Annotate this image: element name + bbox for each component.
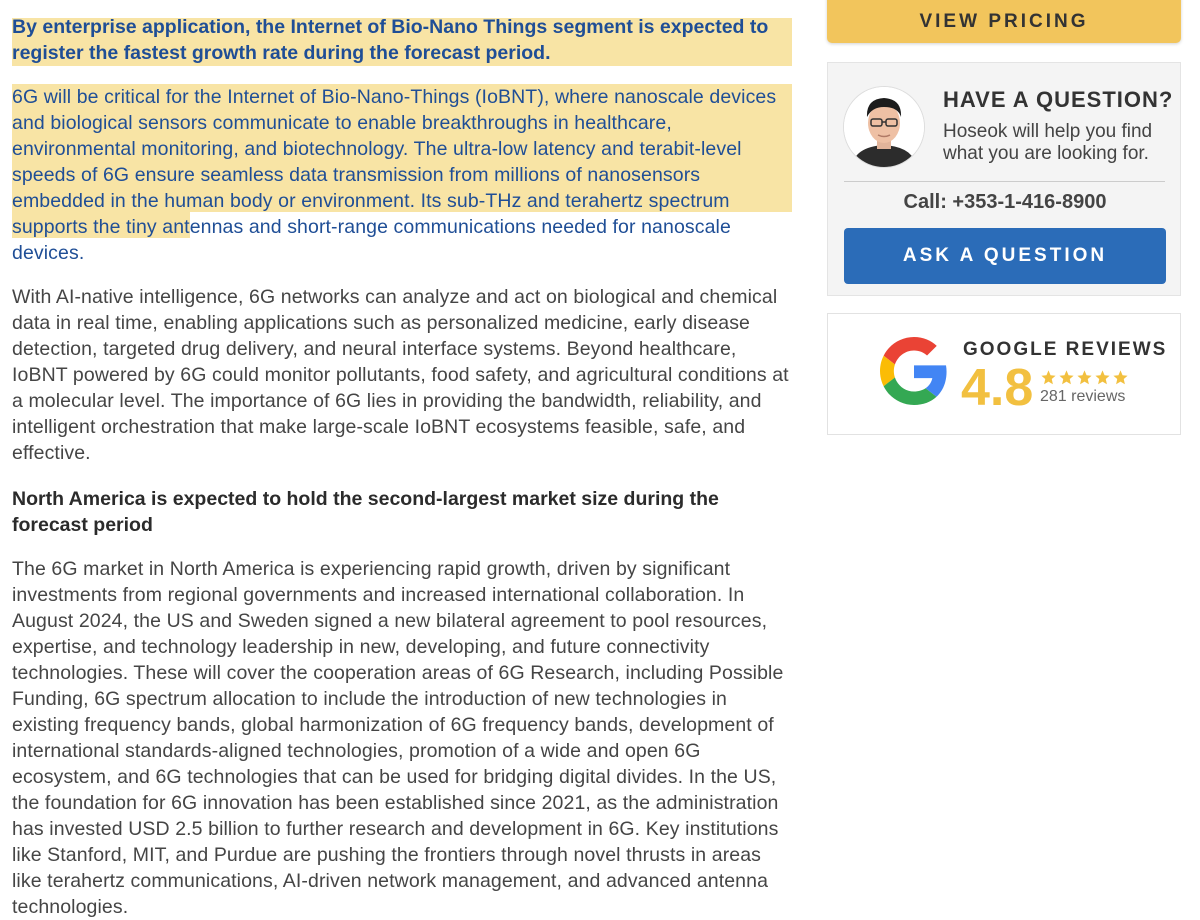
section-heading-north-america: North America is expected to hold the second-largest market size during the forecast period <box>12 488 719 536</box>
question-card <box>827 62 1181 296</box>
avatar <box>844 87 924 167</box>
divider <box>844 181 1165 182</box>
star-icon <box>1058 369 1075 386</box>
highlight-paragraph: 6G will be critical for the Internet of Bio-Nano-Things (IoBNT), where nanoscale devices and biological sensors communicate to enable breakthroughs in healthcare, environmental monitoring, and biotechnology. The ultra-low latency and terabit-level speeds of 6G ensure seamless data transmission from millions of nanosensors embedded in the human body or environment. Its sub-THz and terahertz spectrum supports the tiny antennas and short-range communications needed for nanoscale devices. <box>12 86 777 264</box>
star-icon <box>1076 369 1093 386</box>
review-count: 281 reviews <box>1040 388 1126 405</box>
view-pricing-button[interactable]: VIEW PRICING <box>827 0 1181 43</box>
star-icon <box>1040 369 1057 386</box>
paragraph-north-america: The 6G market in North America is experiencing rapid growth, driven by significant investments from regional governments and increased international collaboration. In August 2024, the US and Sweden signed a new bilateral agreement to pool resources, expertise, and technology leadership in new, developing, and future connectivity technologies. These will cover the cooperation areas of 6G Research, including Possible Funding, 6G spectrum allocation to include the introduction of new technologies in existing frequency bands, global harmonization of 6G frequency bands, development of international standards-aligned technologies, promotion of a wide and open 6G ecosystem, and 6G technologies that can be used for bridging digital divides. In the US, the foundation for 6G innovation has been established since 2021, as the administration has invested USD 2.5 billion to further research and development in 6G. Key institutions like Stanford, MIT, and Purdue are pushing the frontiers through novel thrusts in areas like terahertz communications, AI-driven network management, and advanced antenna technologies. <box>12 558 784 918</box>
star-rating <box>1040 369 1129 386</box>
ask-question-button[interactable]: ASK A QUESTION <box>844 228 1166 284</box>
question-text: Hoseok will help you find what you are looking for. <box>943 121 1153 164</box>
review-score: 4.8 <box>961 359 1034 417</box>
avatar-photo <box>844 87 924 167</box>
question-title: HAVE A QUESTION? <box>943 87 1174 112</box>
article-content <box>12 14 792 918</box>
google-reviews-card <box>827 313 1181 435</box>
star-icon <box>1094 369 1111 386</box>
google-reviews-title: GOOGLE REVIEWS <box>963 339 1168 360</box>
star-icon <box>1112 369 1129 386</box>
call-number[interactable]: Call: +353-1-416-8900 <box>903 191 1107 213</box>
highlight-heading: By enterprise application, the Internet of Bio-Nano Things segment is expected to register the fastest growth rate during the forecast period. <box>12 16 769 64</box>
google-g-icon <box>880 337 948 405</box>
paragraph-ai-native: With AI-native intelligence, 6G networks can analyze and act on biological and chemical data in real time, enabling applications such as personalized medicine, early disease detection, targeted drug delivery, and neural interface systems. Beyond healthcare, IoBNT powered by 6G could monitor pollutants, food safety, and agricultural conditions at a molecular level. The importance of 6G lies in providing the bandwidth, reliability, and intelligent orchestration that make large-scale IoBNT ecosystems feasible, safe, and effective. <box>12 286 789 464</box>
